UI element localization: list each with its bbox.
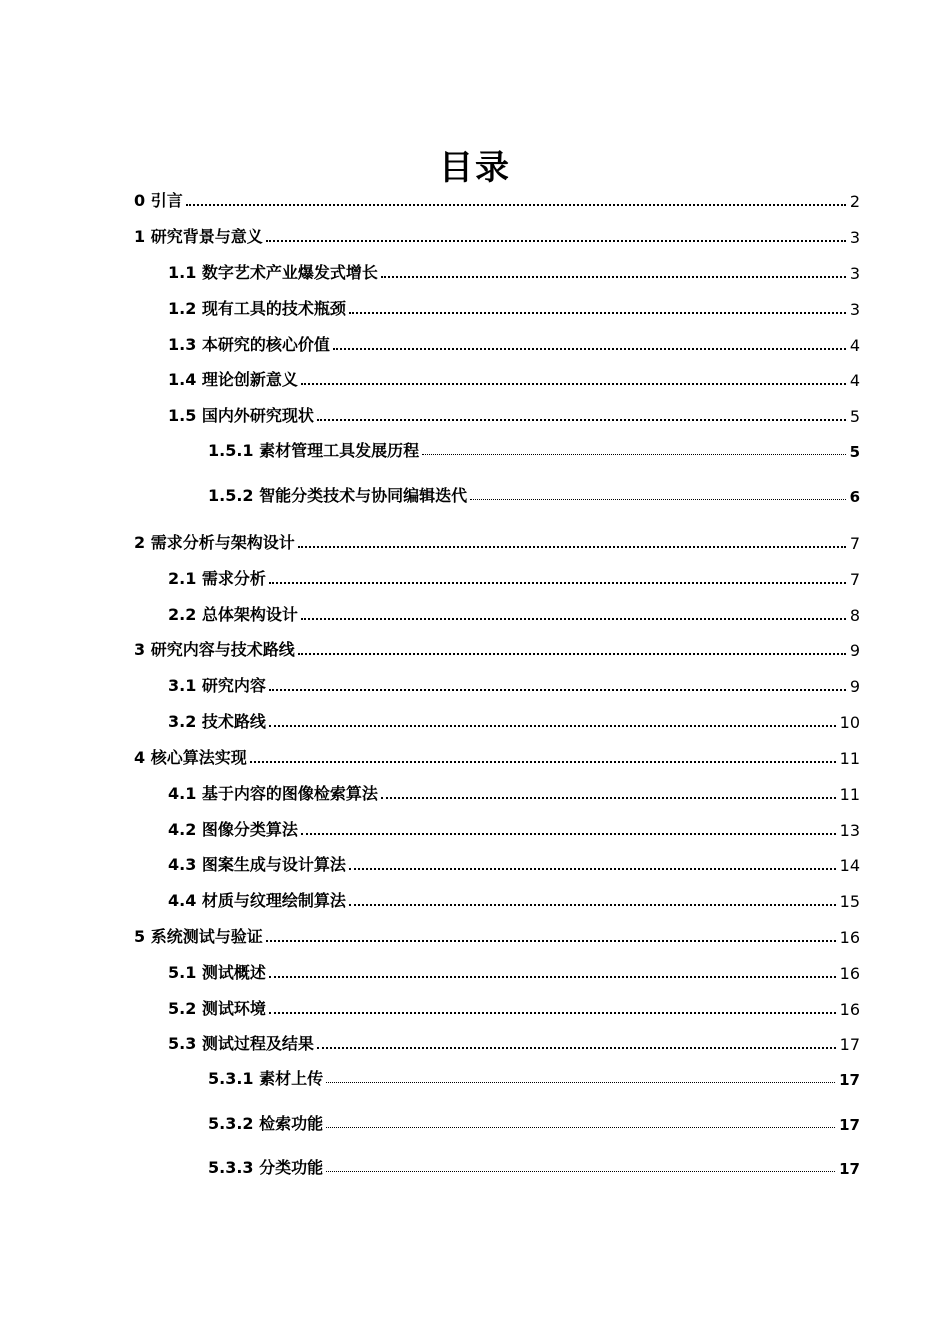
toc-entry-page: 7 — [849, 570, 860, 589]
dot-leader — [349, 904, 836, 906]
toc-entry[interactable] — [208, 1110, 860, 1134]
toc-entry-page: 8 — [849, 606, 860, 625]
dot-leader — [326, 1171, 835, 1172]
toc-entry-label: 3.1 研究内容 — [168, 676, 266, 695]
toc-entry[interactable] — [134, 529, 860, 553]
dot-leader — [301, 618, 846, 620]
toc-entry-page: 16 — [839, 928, 860, 947]
toc-entry[interactable] — [168, 959, 860, 983]
dot-leader — [250, 761, 836, 763]
toc-entry[interactable] — [168, 565, 860, 589]
toc-entry[interactable] — [168, 259, 860, 283]
toc-entry[interactable] — [168, 601, 860, 625]
dot-leader — [269, 976, 836, 978]
toc-entry[interactable] — [208, 1154, 860, 1178]
toc-entry[interactable] — [168, 295, 860, 319]
toc-entry[interactable] — [168, 780, 860, 804]
toc-entry-label: 3.2 技术路线 — [168, 712, 266, 731]
toc-entry-label: 5 系统测试与验证 — [134, 927, 263, 946]
toc-entry[interactable] — [208, 1065, 860, 1089]
dot-leader — [298, 546, 846, 548]
toc-entry-label: 4.2 图像分类算法 — [168, 820, 298, 839]
dot-leader — [422, 454, 845, 455]
toc-entry-label: 2.1 需求分析 — [168, 569, 266, 588]
toc-entry-label: 5.3.1 素材上传 — [208, 1069, 324, 1088]
dot-leader — [266, 240, 846, 242]
dot-leader — [470, 499, 845, 500]
dot-leader — [269, 1012, 836, 1014]
dot-leader — [269, 725, 836, 727]
toc-entry-label: 1.3 本研究的核心价值 — [168, 335, 330, 354]
toc-entry-page: 14 — [839, 856, 860, 875]
toc-entry-page: 11 — [839, 749, 860, 768]
dot-leader — [301, 383, 846, 385]
toc-entry[interactable] — [134, 223, 860, 247]
toc-entry-label: 1.5 国内外研究现状 — [168, 406, 314, 425]
toc-entry-page: 3 — [849, 228, 860, 247]
toc-entry-page: 3 — [849, 264, 860, 283]
toc-entry-label: 5.3 测试过程及结果 — [168, 1034, 314, 1053]
dot-leader — [381, 276, 846, 278]
toc-entry-label: 1 研究背景与意义 — [134, 227, 263, 246]
dot-leader — [317, 419, 846, 421]
toc-entry-label: 1.1 数字艺术产业爆发式增长 — [168, 263, 378, 282]
toc-entry[interactable] — [134, 636, 860, 660]
toc-entry-page: 17 — [839, 1071, 860, 1089]
toc-entry[interactable] — [168, 995, 860, 1019]
toc-entry-page: 17 — [839, 1160, 860, 1178]
toc-entry-label: 1.5.2 智能分类技术与协同编辑迭代 — [208, 486, 468, 505]
toc-entry-page: 17 — [839, 1035, 860, 1054]
toc-entry[interactable] — [208, 482, 860, 506]
toc-entry-label: 5.2 测试环境 — [168, 999, 266, 1018]
toc-entry-label: 3 研究内容与技术路线 — [134, 640, 295, 659]
toc-entry[interactable] — [168, 366, 860, 390]
dot-leader — [269, 582, 846, 584]
dot-leader — [349, 312, 846, 314]
toc-entry[interactable] — [168, 708, 860, 732]
dot-leader — [269, 689, 846, 691]
dot-leader — [381, 797, 836, 799]
dot-leader — [326, 1082, 835, 1083]
toc-entry-label: 4.1 基于内容的图像检索算法 — [168, 784, 378, 803]
dot-leader — [301, 833, 836, 835]
toc-entry-page: 2 — [849, 192, 860, 211]
toc-entry[interactable] — [168, 402, 860, 426]
toc-entry-page: 4 — [849, 371, 860, 390]
toc-entry-page: 3 — [849, 300, 860, 319]
toc-entry[interactable] — [168, 331, 860, 355]
dot-leader — [266, 940, 836, 942]
dot-leader — [186, 204, 846, 206]
toc-entry-label: 4.4 材质与纹理绘制算法 — [168, 891, 346, 910]
page-title: 目录 — [439, 148, 511, 188]
toc-entry-label: 5.3.2 检索功能 — [208, 1114, 324, 1133]
toc-entry-page: 4 — [849, 336, 860, 355]
toc-entry-page: 7 — [849, 534, 860, 553]
toc-entry-label: 1.5.1 素材管理工具发展历程 — [208, 441, 420, 460]
toc-entry-label: 1.4 理论创新意义 — [168, 370, 298, 389]
toc-entry-page: 13 — [839, 821, 860, 840]
toc-entry-page: 6 — [849, 488, 860, 506]
toc-entry-label: 1.2 现有工具的技术瓶颈 — [168, 299, 346, 318]
toc-entry-label: 4.3 图案生成与设计算法 — [168, 855, 346, 874]
toc-entry[interactable] — [134, 923, 860, 947]
dot-leader — [349, 868, 836, 870]
toc-entry-label: 5.3.3 分类功能 — [208, 1158, 324, 1177]
dot-leader — [317, 1047, 836, 1049]
toc-entry[interactable] — [134, 187, 860, 211]
dot-leader — [298, 653, 846, 655]
toc-entry[interactable] — [168, 816, 860, 840]
toc-entry[interactable] — [168, 887, 860, 911]
toc-entry-page: 15 — [839, 892, 860, 911]
toc-entry-page: 10 — [839, 713, 860, 732]
toc-entry-page: 9 — [849, 677, 860, 696]
toc-entry[interactable] — [168, 672, 860, 696]
toc-entry-label: 5.1 测试概述 — [168, 963, 266, 982]
dot-leader — [333, 348, 846, 350]
toc-entry[interactable] — [168, 1030, 860, 1054]
toc-entry-label: 2.2 总体架构设计 — [168, 605, 298, 624]
toc-entry-page: 16 — [839, 964, 860, 983]
toc-entry-page: 5 — [849, 443, 860, 461]
toc-entry-label: 0 引言 — [134, 191, 183, 210]
toc-entry[interactable] — [208, 437, 860, 461]
toc-entry[interactable] — [168, 851, 860, 875]
toc-entry-page: 5 — [849, 407, 860, 426]
toc-entry[interactable] — [134, 744, 860, 768]
toc-entry-page: 9 — [849, 641, 860, 660]
dot-leader — [326, 1127, 835, 1128]
toc-entry-page: 16 — [839, 1000, 860, 1019]
toc-entry-label: 2 需求分析与架构设计 — [134, 533, 295, 552]
toc-entry-page: 17 — [839, 1116, 860, 1134]
toc-entry-page: 11 — [839, 785, 860, 804]
toc-entry-label: 4 核心算法实现 — [134, 748, 247, 767]
